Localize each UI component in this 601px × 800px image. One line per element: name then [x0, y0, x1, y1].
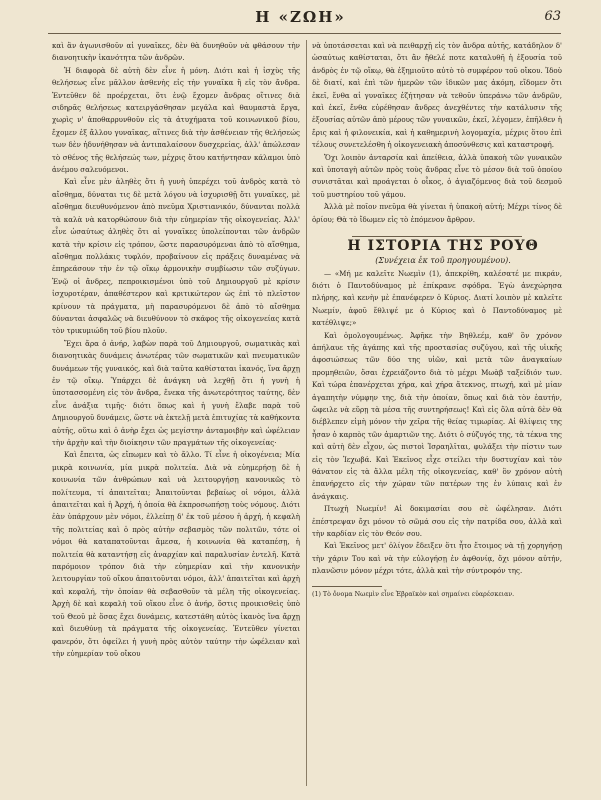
- page-header: [40, 8, 561, 32]
- page-number: 63: [544, 9, 561, 24]
- header-rule: [48, 33, 561, 34]
- paragraph: Ἔχει ἄρα ὁ ἀνήρ, λαβὼν παρὰ τοῦ Δημιουργοῦ, σωματικὰς καὶ διανοητικὰς δυνάμεις ἀνωτέρας τῶν σωματικῶν καὶ πνευματικῶν δυνάμεων τῆς γυναικός, καὶ διὰ ταῦτα καθίσταται ἱκανός, ἵνα ἄρχῃ ἐν τῷ οἴκῳ. Ὑπάρχει δὲ ἀνάγκη νὰ λεχθῇ ὅτι ἡ γυνὴ ἡ ὑποτασσομένη εἰς τὸν ἄνδρα, ἕνεκα τῆς ἀνωτερότητος ταύτης, δὲν εἶνε ἀνάξια τιμῆς· διότι ὅπως καὶ ἡ γυνὴ ἔλαβε παρὰ τοῦ Δημιουργοῦ δυνάμεις, ὥστε νὰ ἐκτελῇ μετὰ ἐπιτυχίας τὰ καθήκοντα αὐτῆς, οὕτω καὶ ὁ ἀνὴρ ἔχει ὡς μεγίστην ἀνταμοιβὴν καὶ ὠφέλειαν τὴν ἀρχὴν καὶ τὴν διοίκησιν τῶν πραγμάτων τῆς οἰκογενείας·: [52, 338, 300, 447]
- footnote: (1) Τὸ ὄνομα Νωεμὶν εἶνε Ἑβραϊκὸν καὶ σημαίνει εὐαρέσκειαν.: [312, 590, 515, 598]
- paragraph: Ἡ διαφορὰ δὲ αὐτὴ δὲν εἶνε ἡ μόνη. Διότι καὶ ἡ ἰσχὺς τῆς θελήσεως εἶνε μᾶλλον ἀσθενὴς εἰς τὴν γυναῖκα ἢ εἰς τὸν ἄνδρα. Ἐντεῦθεν δὲ προέρχεται, ὅτι ἐνῷ ἔχομεν ἄνδρας οἵτινες διὰ σιδηρᾶς θελήσεως κατειργάσθησαν μεγάλα καὶ θαυμαστὰ ἔργα, χωρὶς ν' ἀποθαρρυνθοῦν εἰς τὰ ἀτυχήματα τοῦ κοινωνικοῦ βίου, ἔχομεν ἐξ ἄλλου γυναῖκας, αἵτινες διὰ τὴν ἀσθένειαν τῆς θελήσεώς των δὲν ἠδυνήθησαν νὰ ἀντιπαλαίσουν δυσχερείας, ἀλλ' ἀπώλεσαν τὸ σθένος τῆς θελήσεώς των, μέχρις ὅτου κατήντησαν κάλαμοι ὑπὸ ἀνέμου σαλευόμενοι.: [52, 65, 300, 175]
- column-divider: [306, 40, 307, 786]
- paragraph: Καὶ ὁμολογουμένως. Ἀφῆκε τὴν Βηθλεέμ, καθ' ὃν χρόνον ἀπήλαυε τῆς ἀγάπης καὶ τῆς προστασίας συζύγου, καὶ τῆς υἱικῆς ἀφοσιώσεως τῶν δύο της υἱῶν, καὶ μετὰ τῶν ἀναγκαίων προμηθειῶν, ὅσαι ἐχρειάζοντο διὰ τὸ μέχρι Μωὰβ ταξείδιόν των. Καὶ τώρα ἐπανέρχεται χήρα, καὶ χήρα ἄτεκνος, πτωχή, καὶ μὲ μίαν ἀγαπητὴν νύμφην της, διὰ τὴν ὁποίαν, ὅπως καὶ διὰ τὸν ἑαυτήν, ὤφειλε νὰ εὕρῃ τὰ μέσα τῆς συντηρήσεως! Καὶ εἰς ὅλα αὐτὰ δὲν θὰ διέβλεπεν εἰμὴ μόνον τὴν χεῖρα τῆς θείας τιμωρίας. Αἱ θλίψεις της ἦσαν ὁ καρπὸς τῶν ἁμαρτιῶν της. Διότι ὁ σύζυγός της, τὰ τέκνα της καὶ αὐτὴ δὲν εἶχον, ὡς πιστοὶ Ἰσραηλῖται, φυλάξει τὴν πίστιν των εἰς τὸν Ἰεχωβά. Καὶ Ἐκεῖνος εἶχε στείλει τὴν δυστυχίαν καὶ τὸν θάνατον εἰς τὰ ἄλλα μέλη τῆς οἰκογενείας, καθ' ὃν χρόνον αὐτὴ ἐπανήρχετο εἰς τὴν χώραν τῶν πατέρων της ἐν λύπαις καὶ ἐν ἀνάγκαις.: [312, 330, 562, 501]
- article-subtitle: (Συνέχεια ἐκ τοῦ προηγουμένου).: [375, 256, 511, 266]
- paragraph: καὶ ἂν ἀγωνισθοῦν αἱ γυναῖκες, δὲν θὰ δυνηθοῦν νὰ φθάσουν τὴν διανοητικὴν ἱκανότητα τῶν ἀνδρῶν.: [52, 41, 300, 63]
- paragraph: Ὅχι λοιπὸν ἀνταρσία καὶ ἀπείθεια, ἀλλὰ ὑπακοὴ τῶν γυναικῶν καὶ ὑποταγὴ αὐτῶν πρὸς τοὺς ἄνδρας εἶνε τὸ μέσον διὰ τοῦ ὁποίου συνιστᾶται καὶ προάγεται ὁ οἶκος, ὁ ἁγιαζόμενος διὰ τοῦ δεσμοῦ τοῦ μυστηρίου τοῦ γάμου.: [312, 152, 562, 199]
- paragraph: νὰ ὑποτάσσεται καὶ νὰ πειθαρχῇ εἰς τὸν ἄνδρα αὐτῆς, κατάδηλον δ' ὡσαύτως καθίσταται, ὅτι ἂν ἤθελέ ποτε καταλυθῆ ἡ ἐξουσία τοῦ ἀνδρὸς ἐν τῷ οἴκῳ, θὰ ἐξημιοῦτο αὐτὸ τὸ συμφέρον τοῦ οἴκου. Ἰδοὺ δὲ διατί, καὶ ἐπὶ τῶν ἡμερῶν τῶν ἰδικῶν μας ἀκόμη, εἴδομεν ὅτι ἐκεῖ, ἔνθα αἱ γυναῖκες ἐζήτησαν νὰ τεθοῦν ὑπεράνω τῶν ἀνδρῶν, καὶ ἐκεῖ, ἔνθα εὑρέθησαν ἄνδρες ἀνεχθέντες τὴν κατάλυσιν τῆς ἐξουσίας αὐτῶν ἀπὸ μέρους τῶν γυναικῶν, ἐκεῖ, λέγομεν, ἐπῆλθεν ἡ ἔρις καὶ ἡ φιλονεικία, καὶ ἡ καθημερινὴ λογομαχία, μέχρις ὅτου ἐπὶ τέλους συνετελέσθη ἡ οἰκογενειακὴ ἀποσύνθεσις καὶ καταστροφή.: [312, 41, 562, 150]
- paragraph: Καὶ Ἐκεῖνος μετ' ὀλίγον ἔδειξεν ὅτι ἦτο ἕτοιμος νὰ τῇ χορηγήσῃ τὴν χάριν Του καὶ νὰ τὴν εὐλογήσῃ ἐν ἀφθονίᾳ, ὄχι μόνον αὐτήν, πλανῶσιν μόνον μέχρι τότε, ἀλλὰ καὶ τὴν σύντροφόν της.: [312, 541, 562, 576]
- running-title: Η «ΖΩΗ»: [255, 8, 346, 26]
- footnote-rule: [312, 586, 382, 587]
- paragraph: — «Μή με καλεῖτε Νωεμὶν (1), ἀπεκρίθη, καλέσατέ με πικράν, διότι ὁ Παντοδύναμος μὲ ἐπίκρανε σφόδρα. Ἐγὼ ἀνεχώρησα πλήρης, καὶ κενὴν μὲ ἐπανέφερεν ὁ Κύριος. Διατί λοιπὸν μὲ καλεῖτε Νωεμίν, ἀφοῦ ἔθλιψέ με ὁ Κύριος καὶ ὁ Παντοδύναμος μὲ κατέθλιψε;»: [312, 268, 562, 328]
- paragraph: Πτωχὴ Νωεμίν! Αἱ δοκιμασίαι σου σὲ ὠφέλησαν. Διότι ἐπέστρεψαν ὄχι μόνον τὸ σῶμά σου εἰς τὴν πατρίδα σου, ἀλλὰ καὶ τὴν καρδίαν εἰς τὸν Θεόν σου.: [312, 504, 562, 539]
- article-title: Η ΙΣΤΟΡΙΑ ΤΗΣ ΡΟΥΘ: [347, 238, 539, 255]
- paragraph: Καὶ εἶνε μὲν ἀληθὲς ὅτι ἡ γυνὴ ὑπερέχει τοῦ ἀνδρὸς κατὰ τὸ αἴσθημα, δύναται τις δὲ μετὰ λόγου νὰ ἰσχυρισθῇ ὅτι γυναῖκες, μὲ αἴσθημα διευθυνόμενον ἀπὸ πνεῦμα Χριστιανικόν, δύνανται πολλὰ τὰ καλὰ νὰ κατορθώσουν διὰ τὴν εὐημερίαν τῆς οἰκογενείας. Ἀλλ' εἶνε ὡσαύτως ἀληθὲς ὅτι αἱ γυναῖκες ὑπολείπονται τῶν ἀνδρῶν κατὰ τὴν κρίσιν εἰς τρόπον, ὥστε παρασυρόμεναι ἀπὸ τὸ αἴσθημα, αἴσθημα πολλάκις τυφλόν, προβαίνουν εἰς πράξεις δυναμένας νὰ ἐπηρεάσουν τὴν ἐν τῷ οἴκῳ ἁρμονικὴν συμβίωσιν τῶν συζύγων. Ἐνῷ οἱ ἄνδρες, πεπροικισμένοι ὑπὸ τοῦ Δημιουργοῦ μὲ κρίσιν ἰσχυροτέραν, ἀπαθέστερον καὶ κριτικώτερον ὡς ἐπὶ τὸ πλεῖστον κρίνουν τὰ πράγματα, μὴ παρασυρόμενοι δὲ ἀπὸ τὸ αἴσθημα δύνανται ἀσφαλῶς νὰ διευθύνουν τὸ σκάφος τῆς οἰκογενείας κατὰ τὸν τρικυμιώδη τοῦ βίου πλοῦν.: [52, 177, 300, 336]
- left-column: [52, 40, 300, 786]
- paragraph: Ἀλλὰ μὲ ποῖον πνεῦμα θὰ γίνεται ἡ ὑπακοὴ αὐτή; Μέχρι τίνος δὲ ὁρίου; Θὰ τὸ ἴδωμεν εἰς τὸ ἑπόμενον ἄρθρον.: [312, 202, 562, 224]
- right-column: [312, 40, 562, 786]
- paragraph: Καὶ ἔπειτα, ὡς εἴπωμεν καὶ τὸ ἄλλο. Τί εἶνε ἡ οἰκογένεια; Μία μικρὰ κοινωνία, μία μικρὰ πολιτεία. Διὰ νὰ εὐημερήσῃ δὲ ἡ κοινωνία τῶν ἀνθρώπων καὶ νὰ λειτουργήσῃ κανονικῶς τὸ πολίτευμα, τί ἀπαιτεῖται; Ἀπαιτοῦνται βεβαίως οἱ νόμοι, ἀλλὰ ἀπαιτεῖται καὶ ἡ Ἀρχή, ἡ ὁποία θὰ ἐκπροσωπήσῃ τοὺς νόμους. Διότι ἐὰν ὑπάρχουν μὲν νόμοι, ἐλλείπῃ δ' ἐκ τοῦ μέσου ἡ ἀρχή, ἡ κεφαλὴ τῆς πολιτείας καὶ ὁ πρὸς αὐτὴν σεβασμὸς τῶν πολιτῶν, τότε οἱ νόμοι θὰ καταπατοῦνται ἄμεσα, ἡ κοινωνία θὰ καταπέσῃ, ἡ πολιτεία θὰ καταντήσῃ εἰς ἀναρχίαν καὶ παραλυσίαν ἐντελῆ. Κατὰ παρόμοιον τρόπον διὰ τὴν εὐημερίαν καὶ τὴν κανονικὴν λειτουργίαν τοῦ οἴκου ἀπαιτοῦνται νόμοι, ἀλλ' ἀπαιτεῖται καὶ ἀρχὴ καὶ κεφαλή, τὴν ὁποίαν θὰ σεβασθοῦν τὰ μέλη τῆς οἰκογενείας. Ἀρχὴ δὲ καὶ κεφαλὴ τοῦ οἴκου εἶνε ὁ ἀνήρ, ὅστις προικισθεὶς ὑπὸ τοῦ Θεοῦ μὲ ὅσας ἔχει δυνάμεις, κατεστάθη αὐτὸς ἱκανὸς ἵνα ἄρχῃ καὶ διευθύνῃ τὰ πράγματα τῆς οἰκογενείας. Ἐντεῦθεν γίνεται φανερόν, ὅτι ὀφείλει ἡ γυνὴ πρὸς αὐτὸν ταύτην τὴν ὠφέλειαν καὶ τὴν εὐημερίαν τοῦ οἴκου: [52, 450, 300, 658]
